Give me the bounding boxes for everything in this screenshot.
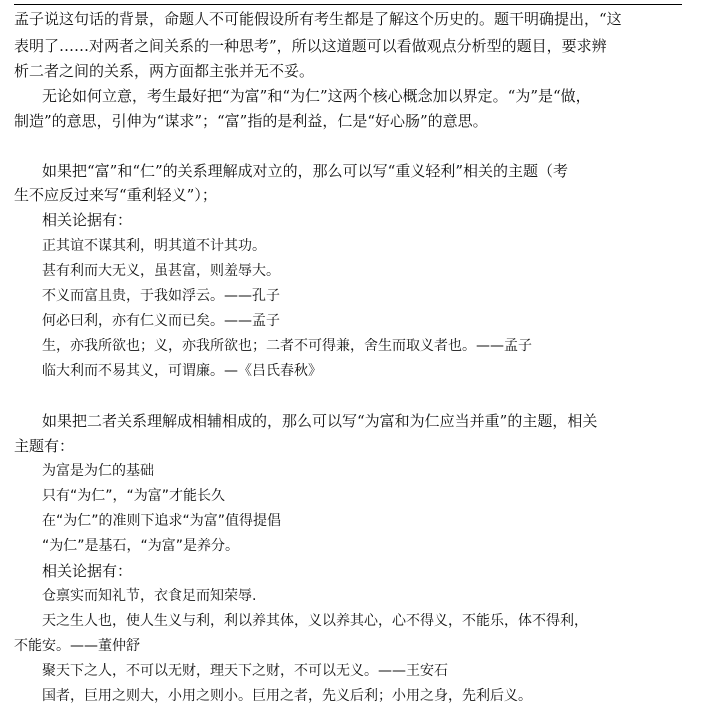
para4-line1: 如果把二者关系理解成相辅相成的，那么可以写“为富和为仁应当并重”的主题，相关 <box>42 412 598 430</box>
topic-line: 为富是为仁的基础 <box>42 463 154 479</box>
para4-evidence-heading: 相关论据有： <box>42 562 133 580</box>
topic-line: “为仁”是基石，“为富”是养分。 <box>42 538 240 554</box>
topic-line: 在“为仁”的准则下追求“为富”值得提倡 <box>42 513 282 529</box>
para3-evidence-heading: 相关论据有： <box>42 211 133 229</box>
para3-line2: 生不应反过来写“重利轻义”）； <box>14 186 217 204</box>
quote-line: 聚天下之人，不可以无财，理天下之财，不可以无义。——王安石 <box>42 663 448 679</box>
quote-line: 国者，巨用之则大，小用之则小。巨用之者，先义后利；小用之身，先利后义。 <box>42 688 532 704</box>
quote-line: 何必曰利，亦有仁义而已矣。——孟子 <box>42 313 280 329</box>
quote-line: 不义而富且贵，于我如浮云。——孔子 <box>42 288 280 304</box>
quote-line: 天之生人也，使人生义与利，利以养其体，义以养其心，心不得义，不能乐，体不得利， <box>42 613 588 629</box>
quote-line: 临大利而不易其义，可谓廉。—《吕氏春秋》 <box>42 363 322 379</box>
quote-line: 生，亦我所欲也；义，亦我所欲也；二者不可得兼，舍生而取义者也。——孟子 <box>42 338 532 354</box>
para3-line1: 如果把“富”和“仁”的关系理解成对立的，那么可以写“重义轻利”相关的主题（考 <box>42 162 569 180</box>
quote-line-continued: 不能安。——董仲舒 <box>14 638 140 654</box>
para2-line1: 无论如何立意，考生最好把“为富”和“为仁”这两个核心概念加以界定。“为”是“做， <box>42 87 591 105</box>
para4-line2: 主题有： <box>14 437 75 455</box>
quote-line: 甚有利而大无义，虽甚富，则羞辱大。 <box>42 263 280 279</box>
top-rule <box>14 4 682 5</box>
quote-line: 正其谊不谋其利，明其道不计其功。 <box>42 238 266 254</box>
para1-line2: 表明了……对两者之间关系的一种思考”，所以这道题可以看做观点分析型的题目，要求辨 <box>14 37 607 55</box>
para1-line1: 孟子说这句话的背景，命题人不可能假设所有考生都是了解这个历史的。题干明确提出，“这 <box>14 10 622 28</box>
para1-line3: 析二者之间的关系，两方面都主张并无不妥。 <box>14 62 315 80</box>
topic-line: 只有“为仁”，“为富”才能长久 <box>42 488 226 504</box>
para2-line2: 制造”的意思，引伸为“谋求”；“富”指的是利益，仁是“好心肠”的意思。 <box>14 112 488 130</box>
quote-line: 仓禀实而知礼节，衣食足而知荣辱. <box>42 588 257 604</box>
